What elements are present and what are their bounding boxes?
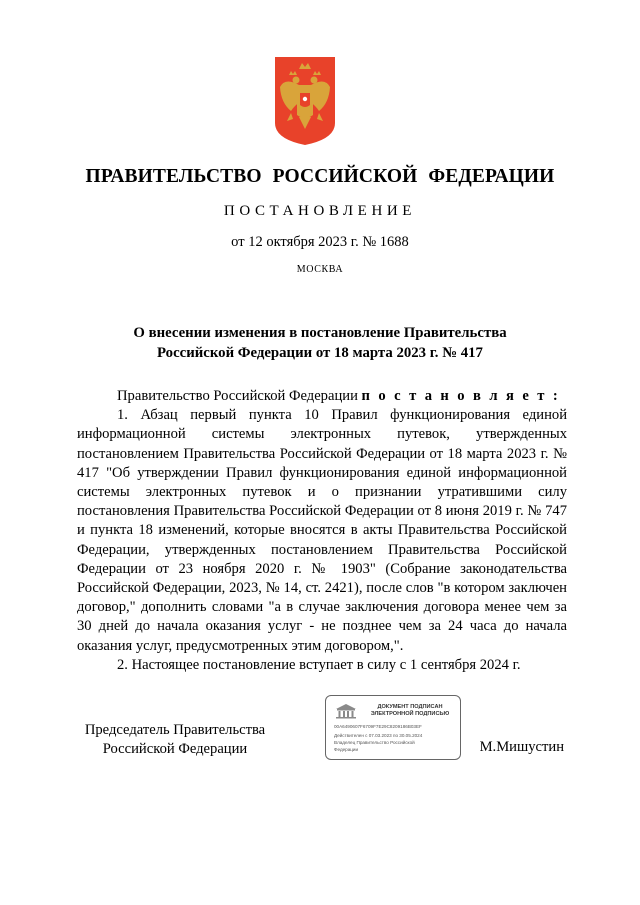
stamp-owner-line-2: Федерации [334, 747, 359, 752]
stamp-title [362, 704, 458, 718]
coat-of-arms-icon [275, 57, 335, 145]
organization-title: ПРАВИТЕЛЬСТВО РОССИЙСКОЙ ФЕДЕРАЦИИ [85, 166, 555, 187]
document-body [77, 387, 567, 675]
item-1-paragraph: 1. Абзац первый пункта 10 Правил функционирования единой информационной системы электронных путевок, утвержденных постановлением Правительства Российской Федерации от 18 марта 2023 г. № 417 "Об утверждении Правил функционирования единой информационной системы электронных путевок и о признании утратившими силу постановления Правительства Российской Федерации от 8 июня 2019 г. № 747 и пункта 18 изменений, которые вносятся в акты Правительства Российской Федерации, утвержденных постановлением Правительства Российской Федерации от 23 ноября 2020 г. № 1903" (Собрание законодательства Российской Федерации, 2023, № 14, ст. 2421), после слов "в котором заключен договор," дополнить словами "а в случае заключения договора менее чем за 30 дней до начала оказания услуг - не позднее чем за 24 часа до начала оказания услуг, предусмотренных этим договором,". [77, 407, 567, 654]
stamp-validity: Действителен с 07.03.2023 по 30.05.2024 [334, 733, 423, 738]
signer-position-line-2: Российской Федерации [102, 740, 248, 757]
item-2-paragraph: 2. Настоящее постановление вступает в силу с 1 сентября 2024 г. [117, 656, 521, 673]
stamp-certificate: 00A6490607F6709F7E29C8209186B03EF [334, 724, 422, 729]
subject-line-2: Российской Федерации от 18 марта 2023 г. № 417 [157, 344, 483, 361]
building-icon [334, 703, 358, 719]
stamp-title-line-1: ДОКУМЕНТ ПОДПИСАН [377, 704, 443, 710]
intro-paragraph [77, 387, 567, 406]
document-date-number: от 12 октября 2023 г. № 1688 [231, 234, 409, 250]
document-type: ПОСТАНОВЛЕНИЕ [223, 203, 417, 219]
document-subject [80, 324, 560, 363]
electronic-signature-stamp [325, 695, 461, 760]
subject-line-1: О внесении изменения в постановление Правительства [133, 325, 507, 341]
signer-position-line-1: Председатель Правительства [84, 722, 266, 738]
intro-decree-word: п о с т а н о в л я е т : [361, 388, 561, 404]
stamp-owner-line-1: Владелец Правительство Российской [334, 740, 415, 745]
signer-position [80, 721, 270, 758]
document-city: МОСКВА [296, 264, 344, 275]
stamp-title-line-2: ЭЛЕКТРОННОЙ ПОДПИСЬЮ [370, 711, 450, 717]
intro-text: Правительство Российской Федерации [117, 388, 362, 404]
signer-name: М.Мишустин [479, 739, 564, 755]
